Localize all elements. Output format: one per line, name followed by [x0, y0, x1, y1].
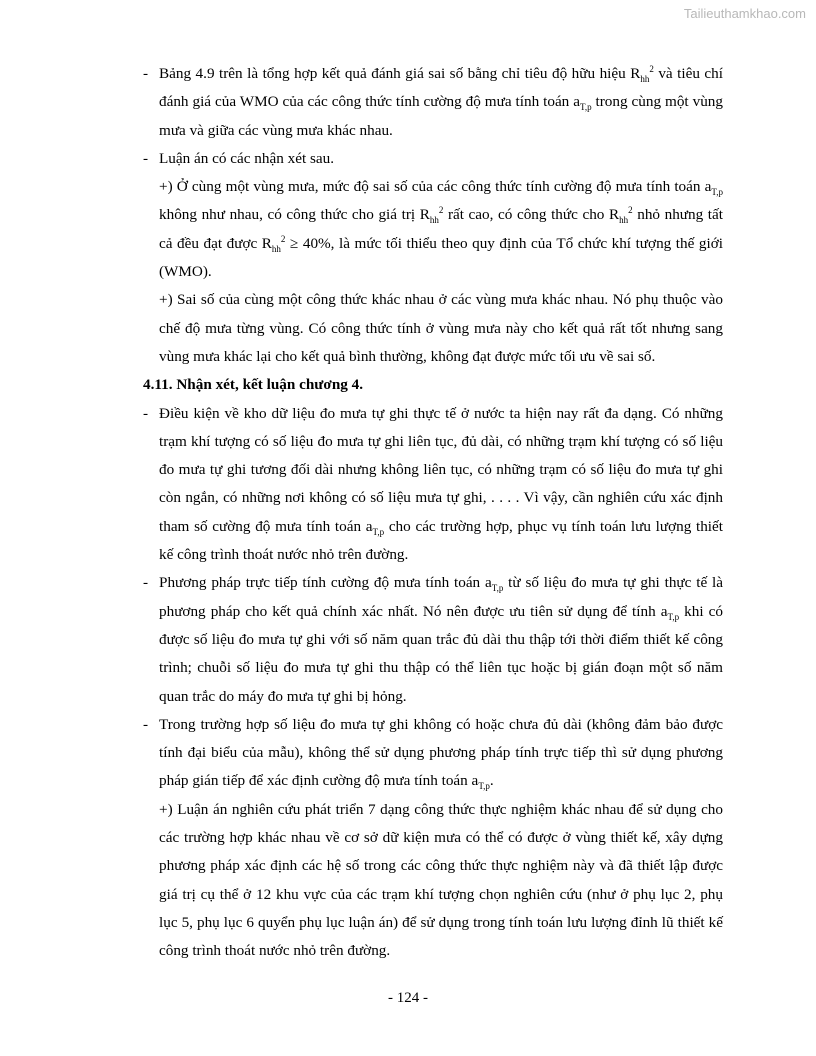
text-run: nhỏ nhưng tất cả đều đạt được R — [159, 206, 723, 252]
paragraph-table-summary — [143, 60, 723, 145]
subscript: T,p — [478, 781, 490, 792]
subscript: hh — [640, 74, 650, 85]
paragraph-same-region — [143, 173, 723, 286]
text-run: rất cao, có công thức cho R — [443, 206, 620, 224]
page-number: - 124 - — [388, 990, 428, 1006]
paragraph-text — [159, 569, 723, 710]
text-run: cho các trường hợp, phục vụ tính toán lưu lượng thiết kế công trình thoát nước nhỏ trên đường. — [159, 517, 723, 564]
subscript: T,p — [372, 526, 385, 537]
paragraph-empirical-formulas: +) Luận án nghiên cứu phát triển 7 dạng công thức thực nghiệm khác nhau để sử dụng cho các trường hợp khác nhau về cơ sở dữ kiện mưa có thể có được ở vùng thiết kế, xây dựng phương pháp xác định các hệ số trong các công thức thực nghiệm này và đã thiết lập được giá trị cụ thể ở 12 khu vực của các trạm khí tượng chọn nghiên cứu (như ở phụ lục 2, phụ lục 5, phụ lục 6 quyển phụ lục luận án) để sử dụng trong tính toán lưu lượng đỉnh lũ thiết kế công trình thoát nước nhỏ trên đường. — [159, 800, 723, 960]
text-run: và tiêu chí đánh giá của WMO của các công thức tính cường độ mưa tính toán a — [159, 65, 723, 111]
text-run: từ số liệu đo mưa tự ghi thực tế là phương pháp cho kết quả chính xác nhất. Nó nên được ưu tiên sử dụng để tính a — [159, 574, 723, 620]
subscript: hh — [429, 215, 439, 226]
text-run: Điều kiện về kho dữ liệu đo mưa tự ghi thực tế ở nước ta hiện nay rất đa dạng. Có những trạm khí tượng có số liệu đo mưa tự ghi liên tục, đủ dài, có những trạm khí tượng có số liệu đo mưa tự ghi tương đối dài nhưng không liên tục, có những trạm có số liệu đo mưa tự ghi còn ngắn, có những nơi không có số liệu mưa tự ghi, . . . . Vì vậy, cần nghiên cứu xác định tham số cường độ mưa tính toán a — [159, 404, 723, 535]
section-heading: 4.11. Nhận xét, kết luận chương 4. — [143, 376, 364, 394]
paragraph-text: Luận án có các nhận xét sau. — [159, 149, 334, 167]
text-run: Bảng 4.9 trên là tổng hợp kết quả đánh giá sai số bằng chỉ tiêu độ hữu hiệu R — [159, 65, 641, 82]
document-body — [143, 60, 723, 966]
text-run: khi có được số liệu đo mưa tự ghi với số năm quan trắc đủ dài thu thập tới thời điểm thiết kế công trình; chuỗi số liệu đo mưa tự ghi thu thập có thể liên tục hoặc bị gián đoạn một số năm quan trắc do máy đo mưa tự ghi bị hỏng. — [159, 602, 723, 705]
superscript: 2 — [649, 63, 654, 74]
paragraph-remarks-intro — [143, 145, 723, 173]
subscript: hh — [619, 215, 629, 226]
bullet-dash: - — [143, 65, 149, 82]
text-run: Trong trường hợp số liệu đo mưa tự ghi không có hoặc chưa đủ dài (không đảm bảo được tính đại biểu của mẫu), không thể sử dụng phương pháp tính trực tiếp thì sử dụng phương pháp gián tiếp để xác định cường độ mưa tính toán a — [159, 715, 723, 790]
paragraph-text — [159, 711, 723, 796]
paragraph-text — [159, 400, 723, 570]
text-run: . — [489, 772, 494, 790]
paragraph-direct-method — [143, 569, 723, 710]
text-run: Phương pháp trực tiếp tính cường độ mưa tính toán a — [159, 574, 492, 592]
watermark: Tailieuthamkhao.com — [683, 6, 806, 21]
text-run: trong cùng một vùng mưa và giữa các vùng mưa khác nhau. — [159, 93, 723, 139]
superscript: 2 — [628, 205, 633, 216]
text-run: không như nhau, có công thức cho giá trị R — [159, 206, 430, 224]
subscript: T,p — [579, 102, 592, 113]
bullet-dash: - — [143, 149, 149, 167]
paragraph-indirect-method — [143, 711, 723, 796]
bullet-dash: - — [143, 574, 149, 592]
subscript: T,p — [667, 611, 680, 622]
superscript: 2 — [438, 205, 444, 216]
paragraph-different-regions: +) Sai số của cùng một công thức khác nhau ở các vùng mưa khác nhau. Nó phụ thuộc vào chế độ mưa từng vùng. Có công thức tính ở vùng mưa này cho kết quả rất tốt nhưng sang vùng mưa khác lại cho kết quả bình thường, không đạt được mức tối ưu về sai số. — [159, 291, 723, 365]
paragraph-text — [159, 60, 723, 145]
subscript: T,p — [491, 583, 504, 594]
subscript: hh — [271, 243, 281, 254]
text-run: ≥ 40%, là mức tối thiểu theo quy định của Tổ chức khí tượng thế giới (WMO). — [159, 234, 723, 281]
superscript: 2 — [280, 233, 286, 244]
text-run: +) Ở cùng một vùng mưa, mức độ sai số của các công thức tính cường độ mưa tính toán a — [159, 178, 712, 196]
bullet-dash: - — [143, 404, 149, 422]
paragraph-data-conditions — [143, 400, 723, 570]
bullet-dash: - — [143, 715, 149, 733]
subscript: T,p — [711, 187, 723, 198]
